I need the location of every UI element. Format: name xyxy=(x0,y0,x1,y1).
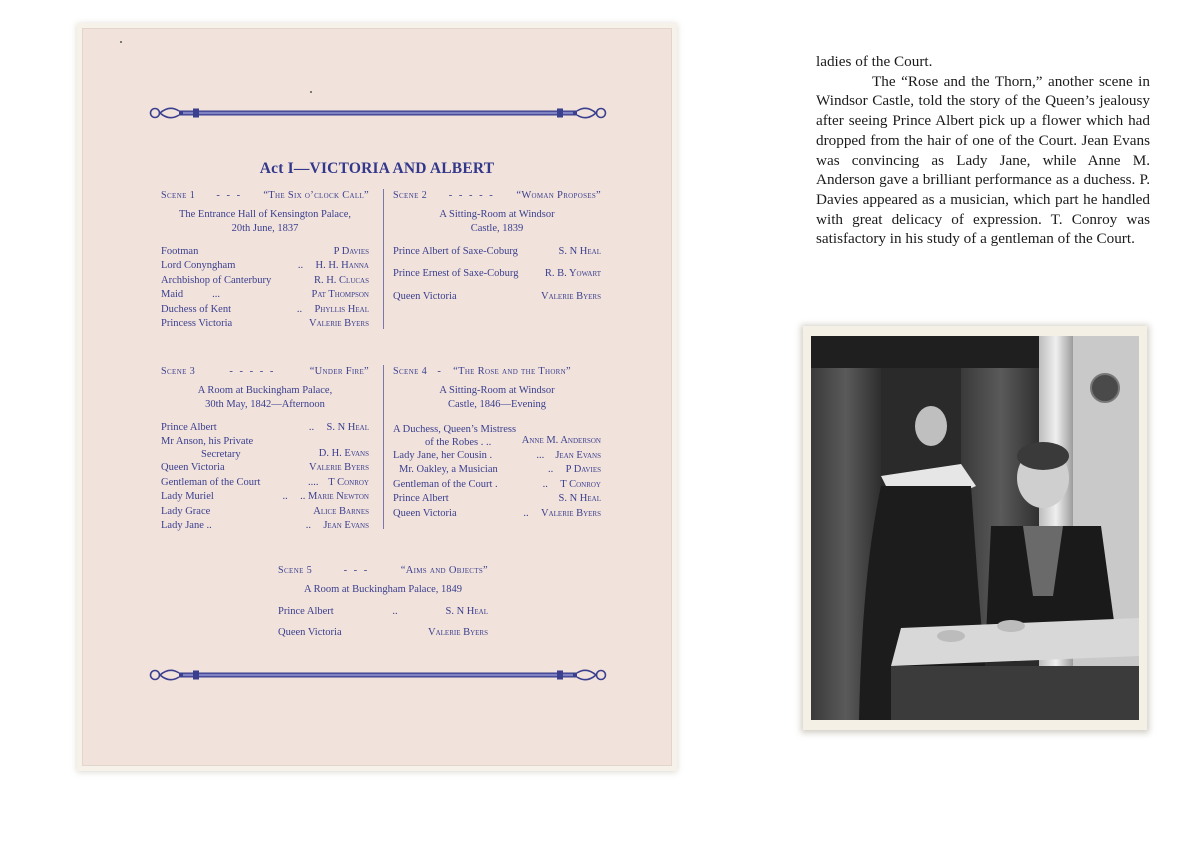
leader-dots: ... xyxy=(536,449,545,461)
role-line: Secretary xyxy=(201,449,241,460)
scene-title: “Under Fire” xyxy=(309,366,369,377)
role: Archbishop of Canterbury xyxy=(161,274,272,286)
actor: Phyllis Heal xyxy=(314,303,369,315)
actor: Jean Evans xyxy=(555,449,601,461)
role: Lady Grace xyxy=(161,505,211,517)
actor: S. N Heal xyxy=(558,493,601,504)
cast-row xyxy=(393,267,601,282)
actor: Anne M. Anderson xyxy=(521,435,601,446)
leader-dots: .. xyxy=(392,606,398,617)
ornament-rule-bottom xyxy=(149,667,607,683)
cast-row xyxy=(393,423,601,449)
scene-title: “The Six o’clock Call” xyxy=(263,190,369,201)
scene-number: Scene 2 xyxy=(393,190,428,201)
role: Gentleman of the Court . xyxy=(393,478,498,490)
role-line: Mr Anson, his Private xyxy=(161,436,254,447)
actor: Valerie Byers xyxy=(541,290,601,302)
role: Prince Albert xyxy=(393,493,449,504)
role: Princess Victoria xyxy=(161,318,233,329)
leader-dots: ... xyxy=(212,289,220,300)
setting-line: A Room at Buckingham Palace, xyxy=(197,384,333,396)
scene-2 xyxy=(393,189,601,304)
actor: H. H. Hanna xyxy=(315,260,369,271)
actor: Valerie Byers xyxy=(309,318,369,329)
cast-row xyxy=(161,288,369,303)
role: Prince Ernest of Saxe-Coburg xyxy=(393,268,519,279)
scene-title: “Woman Proposes” xyxy=(516,190,601,201)
leader-dots: .. xyxy=(296,303,303,315)
setting-line: A Room at Buckingham Palace, 1849 xyxy=(303,583,463,595)
actor: Valerie Byers xyxy=(541,507,601,519)
leader-dots: .. xyxy=(308,421,315,433)
actor: T Conroy xyxy=(328,476,369,488)
role: Maid xyxy=(161,289,184,300)
leader-dots xyxy=(304,245,334,260)
scene-setting xyxy=(393,208,601,237)
cast-row xyxy=(393,449,601,464)
scene-dashes: - - - xyxy=(343,565,370,576)
scene-dashes: - xyxy=(437,366,443,377)
leader-dots xyxy=(283,505,313,520)
setting-line: 20th June, 1837 xyxy=(231,223,299,234)
cast-row xyxy=(161,245,369,260)
article-text xyxy=(816,52,1150,249)
actor: D. H. Evans xyxy=(318,447,369,459)
role: Queen Victoria xyxy=(393,290,457,302)
actor: P Davies xyxy=(333,245,369,257)
cast-row xyxy=(161,274,369,289)
actor: Valerie Byers xyxy=(309,462,369,473)
role: Prince Albert xyxy=(278,606,334,617)
leader-dots: .. xyxy=(548,464,554,475)
role: Lord Conyngham xyxy=(161,260,236,271)
cast-row xyxy=(161,435,369,461)
scene-3 xyxy=(161,365,369,534)
cast-row xyxy=(161,259,369,274)
scene-number: Scene 4 xyxy=(393,366,428,377)
cast-row xyxy=(393,507,601,522)
cast-row xyxy=(278,605,488,620)
actor: Valerie Byers xyxy=(428,626,488,638)
setting-line: A Sitting-Room at Windsor xyxy=(439,208,555,220)
cast-row xyxy=(393,463,601,478)
role: Lady Jane .. xyxy=(161,520,212,531)
role-line: A Duchess, Queen’s Mistress xyxy=(393,423,517,435)
setting-line: Castle, 1839 xyxy=(470,223,524,234)
role: Footman xyxy=(161,245,199,257)
cast-row xyxy=(161,476,369,491)
actor: .. Marie Newton xyxy=(300,491,369,502)
actor: P Davies xyxy=(565,464,601,475)
actor: Pat Thompson xyxy=(311,289,369,300)
role: Duchess of Kent xyxy=(161,303,231,315)
leader-dots: .. xyxy=(305,520,311,531)
cast-row xyxy=(161,303,369,318)
role: Lady Jane, her Cousin . xyxy=(393,449,493,461)
role: Lady Muriel xyxy=(161,491,214,502)
cast-row xyxy=(393,478,601,493)
role xyxy=(161,435,289,461)
scene-setting xyxy=(161,384,369,413)
actor: S. N Heal xyxy=(445,606,488,617)
speck xyxy=(310,91,312,93)
scene-title: “The Rose and the Thorn” xyxy=(453,366,571,377)
act-title: Act I—VICTORIA AND ALBERT xyxy=(259,160,495,177)
role: Queen Victoria xyxy=(278,626,342,638)
leader-dots xyxy=(511,290,541,305)
role: Mr. Oakley, a Musician xyxy=(399,464,498,475)
scene-setting xyxy=(278,583,488,598)
cast-row xyxy=(278,626,488,641)
setting-line: The Entrance Hall of Kensington Palace, xyxy=(178,208,352,220)
scene-dashes: - - - - - xyxy=(448,190,495,201)
column-divider xyxy=(383,365,384,529)
role xyxy=(393,423,518,449)
setting-line: 30th May, 1842—Afternoon xyxy=(205,399,325,410)
leader-dots xyxy=(279,461,309,476)
leader-dots: .... xyxy=(308,476,319,488)
scene-1 xyxy=(161,189,369,332)
scene-setting xyxy=(161,208,369,237)
leader-dots xyxy=(279,317,309,332)
actor: R. B. Yowart xyxy=(544,268,601,279)
speck xyxy=(120,41,122,43)
role: Prince Albert xyxy=(161,421,217,433)
photo-frame xyxy=(803,326,1147,730)
scene-title: “Aims and Objects” xyxy=(400,565,488,576)
scene-5 xyxy=(278,564,488,640)
leader-dots: .. xyxy=(523,507,529,519)
ornament-rule-top xyxy=(149,105,607,121)
scene-number: Scene 3 xyxy=(161,366,196,377)
cast-row xyxy=(161,421,369,436)
cast-row xyxy=(161,505,369,520)
role: Prince Albert of Saxe-Coburg xyxy=(393,245,518,257)
leader-dots: .. xyxy=(282,491,288,502)
programme-page xyxy=(82,28,672,766)
leader-dots xyxy=(289,435,319,461)
role: Queen Victoria xyxy=(393,507,457,519)
role-line: of the Robes . .. xyxy=(425,436,492,448)
cast-row xyxy=(161,461,369,476)
actor: R. H. Clucas xyxy=(313,274,369,286)
cast-row xyxy=(161,519,369,534)
role: Gentleman of the Court xyxy=(161,476,261,488)
cast-row xyxy=(161,317,369,332)
column-divider xyxy=(383,189,384,329)
actor: Jean Evans xyxy=(323,520,369,531)
leader-dots: .. xyxy=(542,478,548,490)
setting-line: A Sitting-Room at Windsor xyxy=(439,384,555,396)
cast-row xyxy=(393,245,601,260)
scene-dashes: - - - - - xyxy=(229,366,276,377)
scene-number: Scene 1 xyxy=(161,190,196,201)
article-paragraph: The “Rose and the Thorn,” another scene in Windsor Castle, told the story of the Queen’s jealousy after seeing Prince Albert pick up a flower which had dropped from the hair of one of the Court. Jean Evans was convincing as Lady Jane, while Anne M. Anderson gave a brilliant performance as a duchess. P. Davies appeared as a musician, which part he handled with great delicacy of expression. T. Conroy was satisfactory in his study of a gentleman of the Court. xyxy=(816,72,1150,248)
actor: S. N Heal xyxy=(558,245,601,257)
actor: Alice Barnes xyxy=(313,505,369,517)
scene-dashes: - - - xyxy=(216,190,243,201)
scene-number: Scene 5 xyxy=(278,565,313,576)
cast-photograph xyxy=(811,336,1139,720)
cast-row xyxy=(161,490,369,505)
actor: T Conroy xyxy=(560,478,601,490)
article-line: ladies of the Court. xyxy=(816,53,933,70)
leader-dots xyxy=(529,492,559,507)
leader-dots: .. xyxy=(297,260,304,271)
leader-dots xyxy=(398,626,428,641)
scene-setting xyxy=(393,384,601,413)
cast-row xyxy=(393,290,601,305)
cast-row xyxy=(393,492,601,507)
role: Queen Victoria xyxy=(161,462,225,473)
setting-line: Castle, 1846—Evening xyxy=(448,399,546,410)
actor: S. N Heal xyxy=(326,421,369,433)
scene-4 xyxy=(393,365,601,521)
